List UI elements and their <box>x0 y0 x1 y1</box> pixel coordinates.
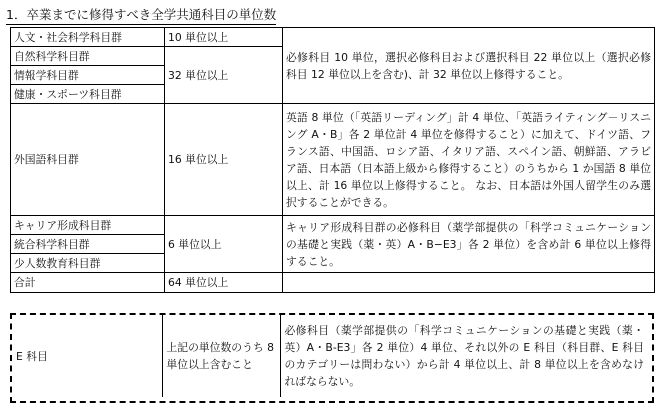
category-integrated-science: 統合科学科目群 <box>11 235 165 254</box>
e-section-label: E 科目 <box>12 315 162 397</box>
category-small-class: 少人数教育科目群 <box>11 254 165 273</box>
credits-humanities: 10 単位以上 <box>165 28 283 47</box>
category-health-sports: 健康・スポーツ科目群 <box>11 85 165 104</box>
section-heading-text: 1．卒業までに修得すべき全学共通科目の単位数 <box>6 7 277 22</box>
category-humanities: 人文・社会科学科目群 <box>11 28 165 47</box>
category-natural-science: 自然科学科目群 <box>11 47 165 66</box>
credits-general-groups: 32 単位以上 <box>165 47 283 104</box>
section-heading <box>6 5 276 25</box>
total-note-empty <box>283 273 655 293</box>
credit-requirements-table <box>10 27 655 293</box>
note-general-groups: 必修科目 10 単位，選択必修科目および選択科目 22 単位以上（選択必修科目 12 単位以上を含む)、計 32 単位以上修得すること。 <box>283 28 655 104</box>
heading-underline <box>6 24 276 25</box>
e-section-credits: 上記の単位数のうち 8 単位以上含むこと <box>162 315 280 397</box>
category-foreign-language: 外国語科目群 <box>11 104 165 216</box>
e-section-table <box>12 315 648 397</box>
total-label: 合計 <box>11 273 165 293</box>
table-row <box>11 28 655 47</box>
table-row <box>11 216 655 235</box>
note-career-groups: キャリア形成科目群の必修科目（薬学部提供の「科学コミュニケーションの基礎と実践（薬・英）A・B−E3」各 2 単位）を含め計 6 単位以上修得すること。 <box>283 216 655 273</box>
e-section-note: 必修科目（薬学部提供の「科学コミュニケーションの基礎と実践（薬・英）A・B-E3」各 2 単位）4 単位、それ以外の E 科目（科目群、E 科目のカテゴリーは問わない）から計 4 単位以上、計 8 単位以上を含めなければならない。 <box>284 324 644 388</box>
category-info-science: 情報学科目群 <box>11 66 165 85</box>
table-row <box>12 315 648 397</box>
table-row <box>11 104 655 216</box>
credits-foreign-language: 16 単位以上 <box>165 104 283 216</box>
note-foreign-language: 英語 8 単位（「英語リーディング」計 4 単位、「英語ライティング－リスニング A・B」各 2 単位計 4 単位を修得すること）に加えて、ドイツ語、フランス語、中国語、ロシア語、イタリア語、スペイン語、朝鮮語、アラビア語、日本語（日本語上級から修得すること）のうちから 1 か国語 8 単位以上、計 16 単位以上修得すること。 なお、日本語は外国人留学生のみ選択することができる。 <box>283 104 655 216</box>
credits-career-groups: 6 単位以上 <box>165 216 283 273</box>
table-row <box>11 273 655 293</box>
category-career: キャリア形成科目群 <box>11 216 165 235</box>
total-credits: 64 単位以上 <box>165 273 283 293</box>
